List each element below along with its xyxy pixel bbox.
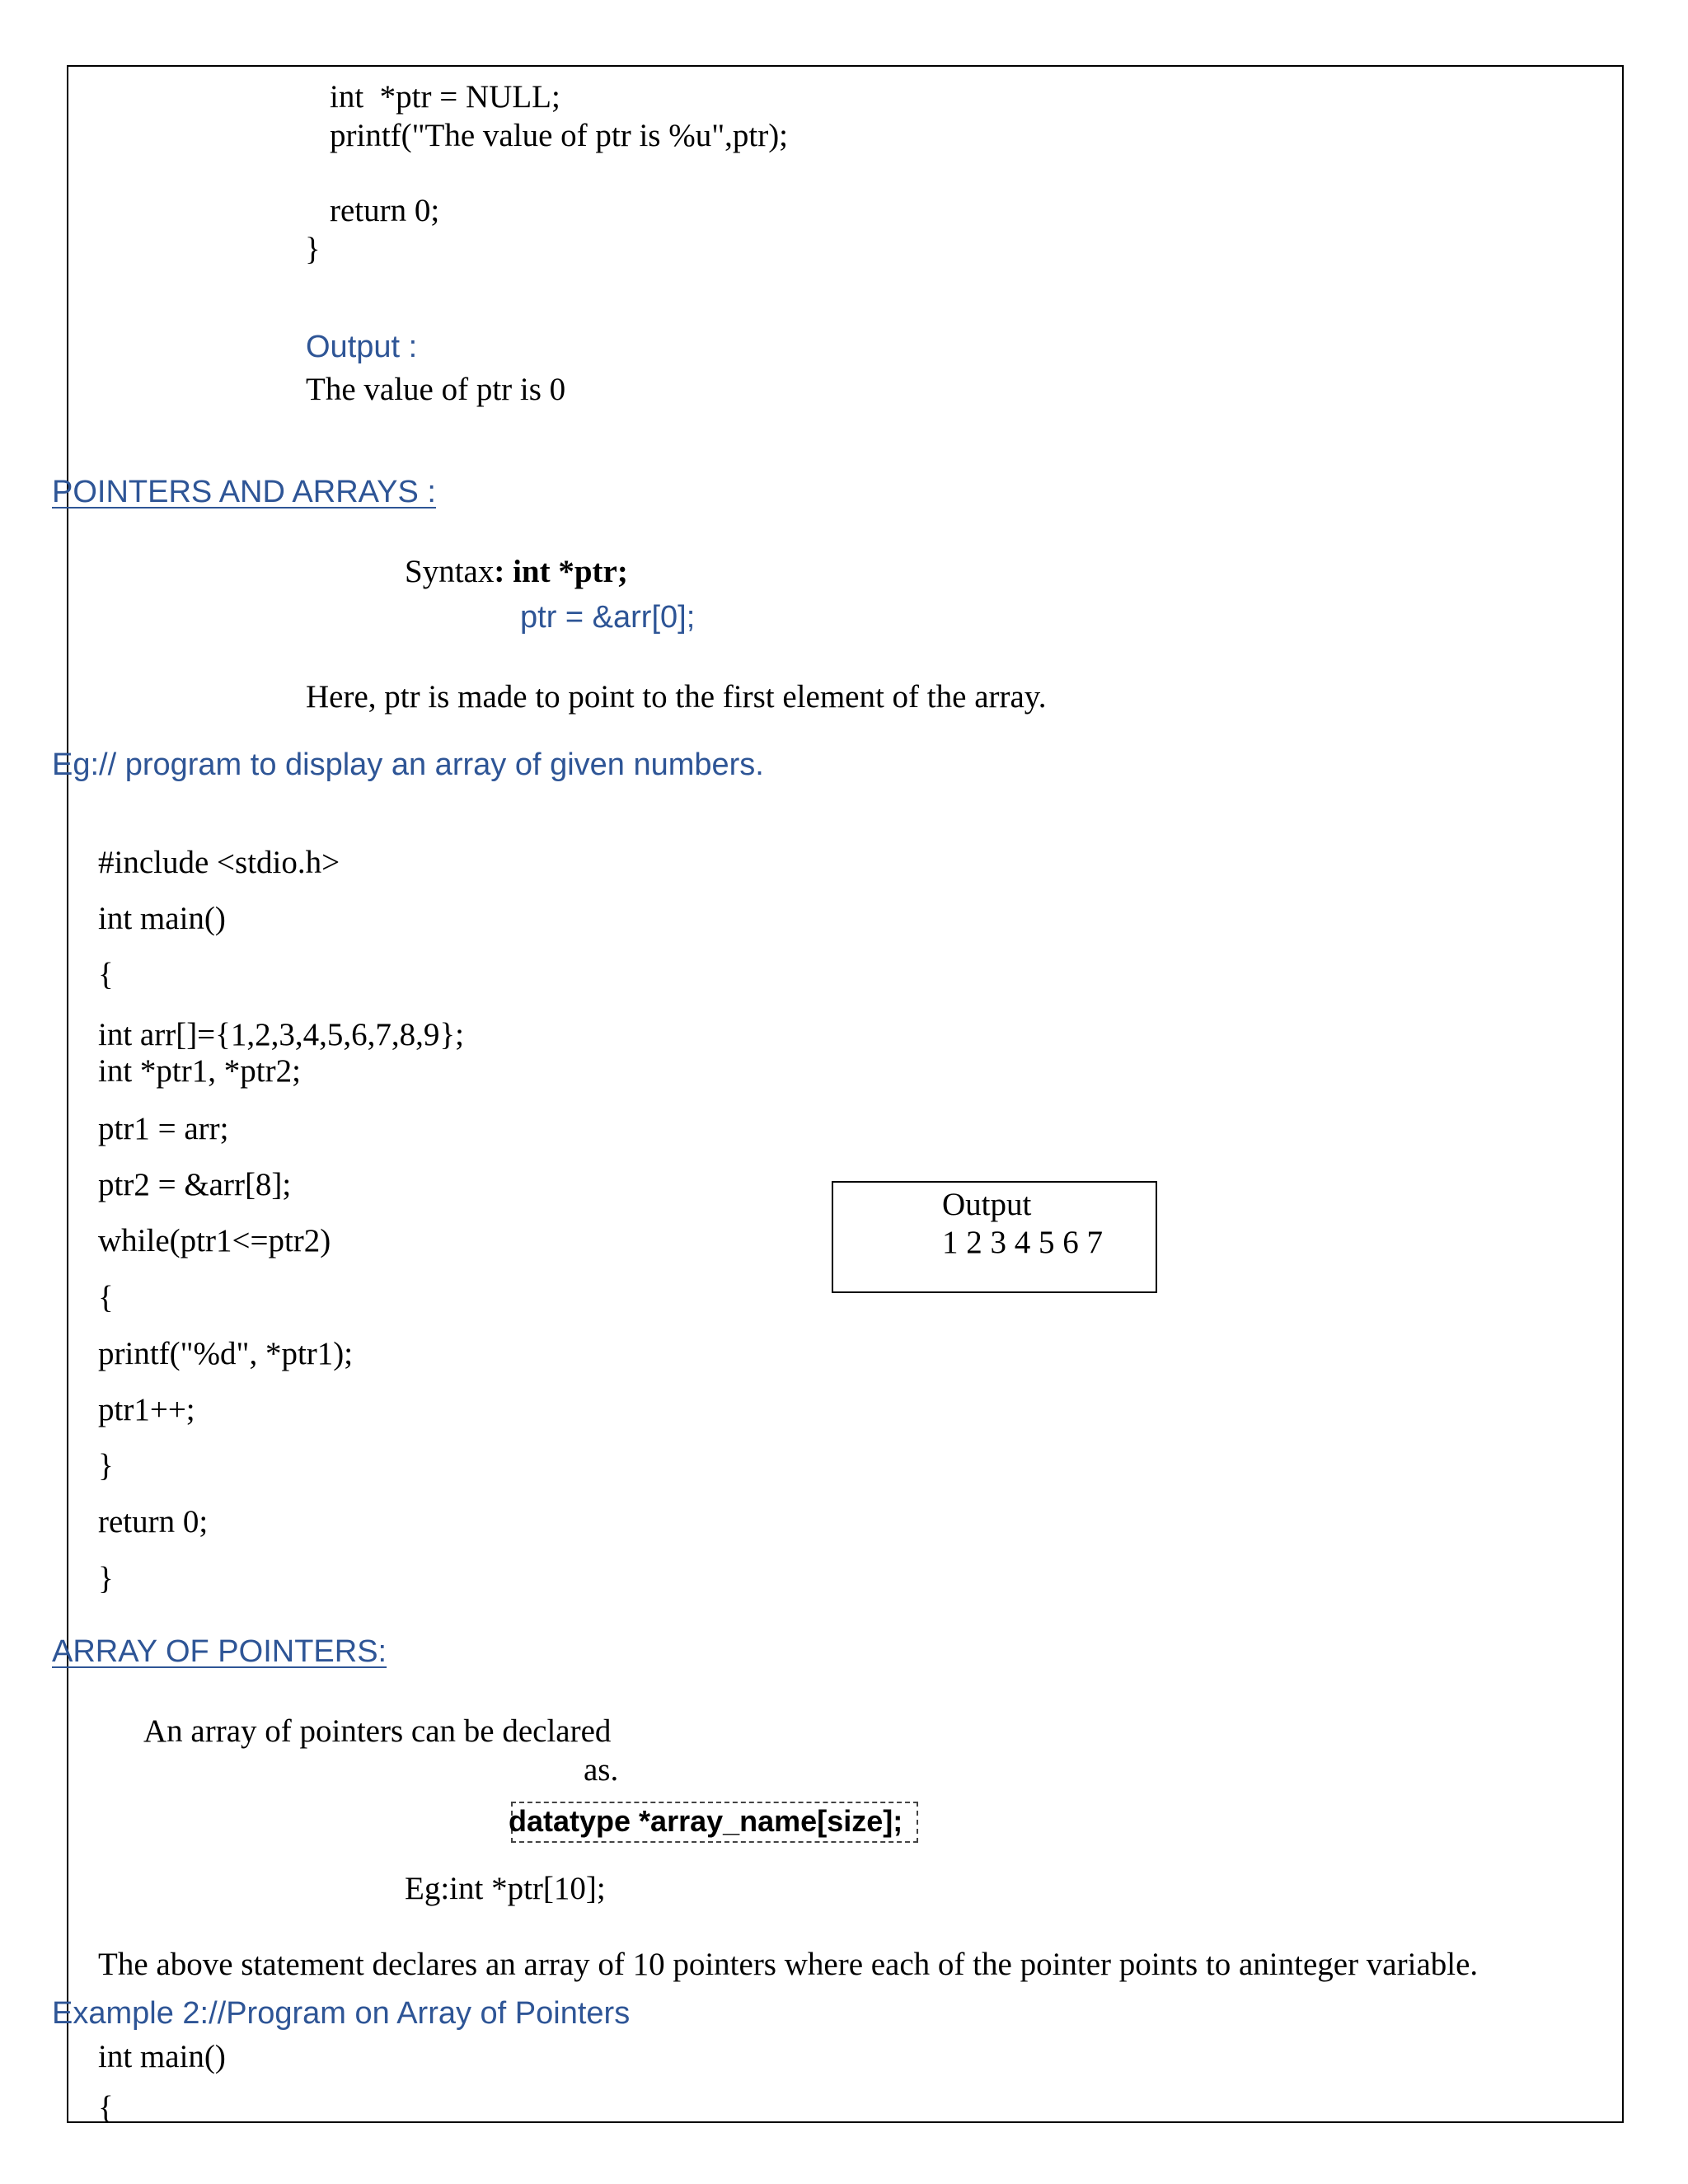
output-label: Output : — [306, 330, 418, 364]
code-line: #include <stdio.h> — [98, 845, 340, 880]
declaration-syntax: datatype *array_name[size]; — [509, 1804, 903, 1838]
section-heading: POINTERS AND ARRAYS : — [52, 475, 436, 509]
code-line: printf("%d", *ptr1); — [98, 1336, 354, 1371]
code-line: { — [98, 2090, 114, 2125]
output-text: The value of ptr is 0 — [306, 372, 566, 407]
section-heading: ARRAY OF POINTERS: — [52, 1634, 387, 1669]
example-title: Eg:// program to display an array of given numbers. — [52, 748, 764, 782]
code-line: int *ptr1, *ptr2; — [98, 1053, 301, 1089]
code-line: { — [98, 1280, 114, 1315]
syntax-assign: ptr = &arr[0]; — [520, 600, 696, 635]
intro-text-cont: as. — [584, 1752, 619, 1788]
code-line: ptr2 = &arr[8]; — [98, 1167, 292, 1202]
syntax-description: Here, ptr is made to point to the first element of the array. — [306, 679, 1047, 715]
code-line: { — [98, 957, 114, 992]
code-line: return 0; — [98, 1504, 209, 1540]
code-line: printf("The value of ptr is %u",ptr); — [330, 118, 789, 153]
syntax-code: : int *ptr; — [494, 554, 628, 589]
example-line: Eg:int *ptr[10]; — [405, 1871, 606, 1906]
code-line: int arr[]={1,2,3,4,5,6,7,8,9}; — [98, 1017, 464, 1052]
syntax-prefix: Syntax — [405, 554, 495, 589]
intro-text: An array of pointers can be declared — [143, 1713, 612, 1749]
output-box-label: Output — [942, 1187, 1032, 1222]
code-line: } — [98, 1561, 114, 1596]
code-line: int main() — [98, 2039, 226, 2074]
code-line: while(ptr1<=ptr2) — [98, 1223, 331, 1258]
code-line: } — [98, 1448, 114, 1483]
section-description: The above statement declares an array of 10 pointers where each of the pointer points to aninteger variable. — [98, 1947, 1479, 1982]
example-title: Example 2://Program on Array of Pointers — [52, 1996, 631, 2031]
code-line: return 0; — [330, 193, 440, 228]
syntax-line — [405, 555, 628, 588]
code-line: int *ptr = NULL; — [330, 79, 560, 115]
code-line: int main() — [98, 901, 226, 936]
output-box-values: 1 2 3 4 5 6 7 — [942, 1225, 1103, 1260]
code-line: ptr1++; — [98, 1392, 195, 1427]
code-line: } — [305, 232, 321, 267]
code-line: ptr1 = arr; — [98, 1111, 229, 1146]
